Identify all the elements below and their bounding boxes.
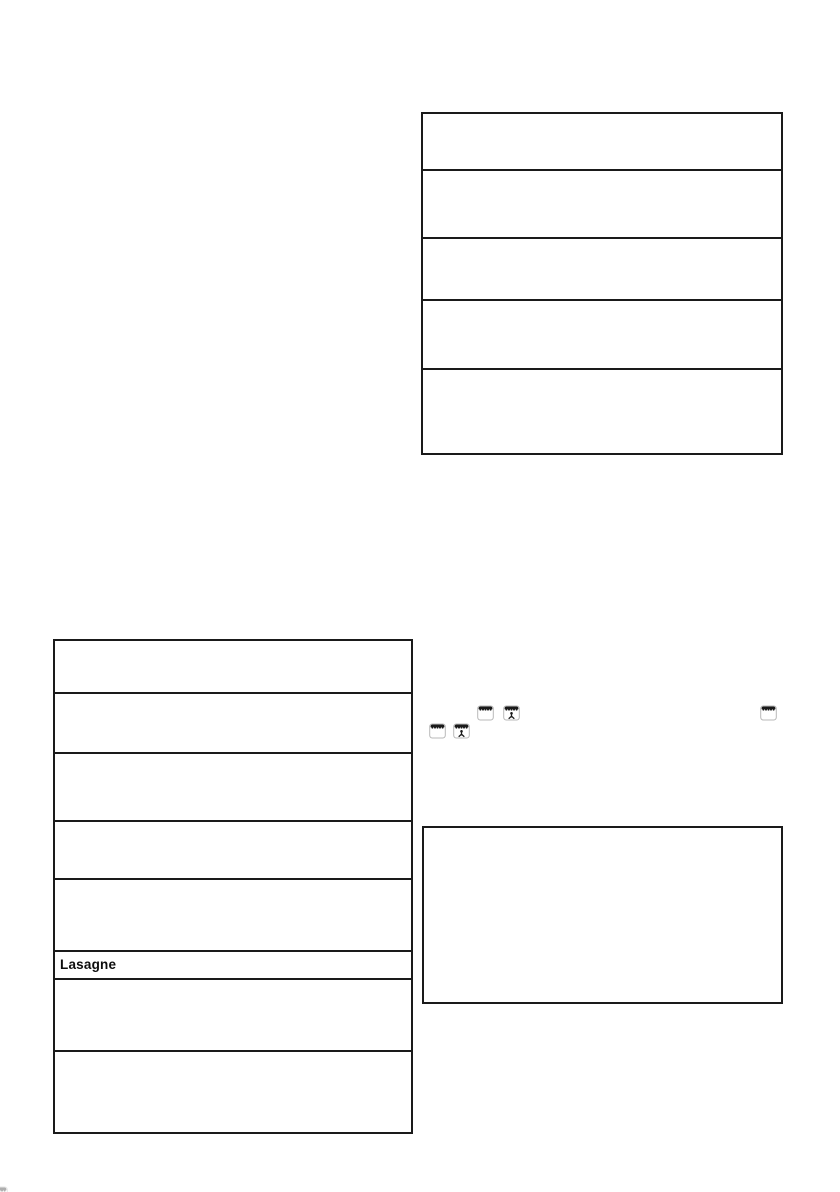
clipped-calendar-icon bbox=[0, 1186, 8, 1192]
calendar-person-icon bbox=[503, 705, 520, 721]
table-row bbox=[423, 370, 781, 453]
table-row bbox=[423, 171, 781, 239]
calendar-icon bbox=[477, 705, 494, 721]
bottom-right-box bbox=[422, 826, 783, 1004]
calendar-icon bbox=[429, 723, 446, 739]
table-row bbox=[55, 822, 411, 880]
table-row bbox=[55, 754, 411, 822]
table-row bbox=[423, 301, 781, 370]
recipe-title-row: Lasagne bbox=[55, 952, 411, 980]
calendar-icon bbox=[760, 705, 777, 721]
table-row bbox=[55, 880, 411, 952]
top-right-table bbox=[421, 112, 783, 455]
calendar-person-icon bbox=[453, 723, 470, 739]
table-row bbox=[55, 980, 411, 1052]
table-row bbox=[55, 1052, 411, 1132]
table-row bbox=[423, 239, 781, 301]
table-row bbox=[55, 694, 411, 754]
table-row bbox=[423, 114, 781, 171]
table-row bbox=[55, 641, 411, 694]
left-table bbox=[53, 639, 413, 1134]
